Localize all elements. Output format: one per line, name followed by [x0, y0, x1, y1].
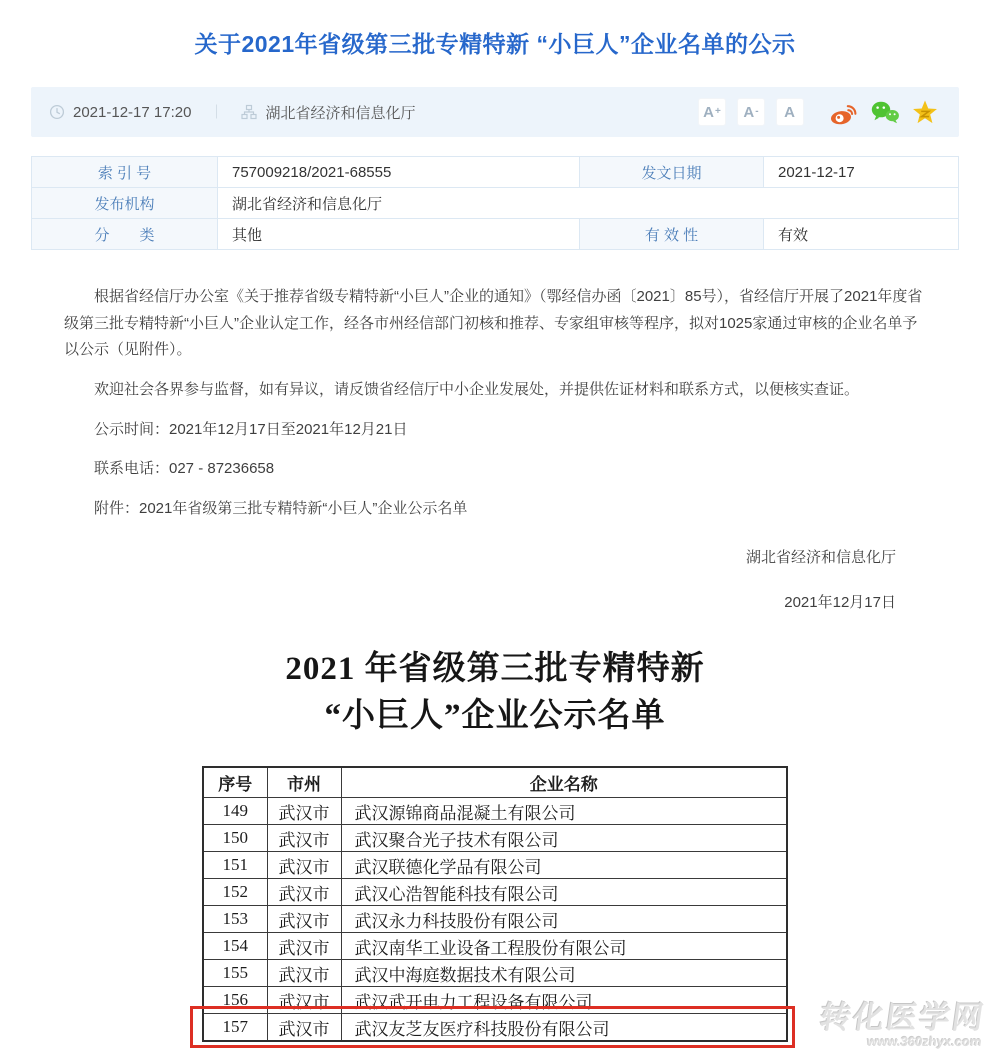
attachment-title-line1: 2021 年省级第三批专精特新	[285, 651, 705, 688]
row-seq: 157	[203, 1014, 267, 1041]
row-company: 武汉南华工业设备工程股份有限公司	[341, 933, 787, 960]
doc-info-row	[32, 157, 959, 188]
row-city: 武汉市	[267, 960, 341, 987]
row-seq: 156	[203, 987, 267, 1014]
doc-info-row	[32, 219, 959, 250]
category-value: 其他	[218, 219, 580, 250]
table-row	[203, 879, 787, 906]
row-city: 武汉市	[267, 1014, 341, 1041]
row-city: 武汉市	[267, 825, 341, 852]
row-city: 武汉市	[267, 906, 341, 933]
validity-value: 有效	[764, 219, 959, 250]
meta-left	[49, 102, 415, 123]
table-row	[203, 1014, 787, 1041]
doc-info-table	[31, 156, 959, 250]
font-reset-button[interactable]: A	[776, 98, 804, 126]
row-city: 武汉市	[267, 852, 341, 879]
row-company: 武汉联德化学品有限公司	[341, 852, 787, 879]
table-row	[203, 906, 787, 933]
row-seq: 155	[203, 960, 267, 987]
issue-date-label: 发文日期	[580, 157, 764, 188]
header-seq: 序号	[203, 767, 267, 798]
attachment-title-line2: “小巨人”企业公示名单	[324, 698, 666, 735]
publisher-value: 湖北省经济和信息化厅	[218, 188, 959, 219]
validity-label: 有 效 性	[580, 219, 764, 250]
enterprise-list-table	[202, 766, 788, 1042]
row-seq: 149	[203, 798, 267, 825]
row-seq: 153	[203, 906, 267, 933]
weibo-share-icon[interactable]	[829, 99, 859, 126]
wechat-share-icon[interactable]	[870, 99, 900, 126]
publisher-label: 发布机构	[32, 188, 218, 219]
table-row	[203, 825, 787, 852]
font-increase-button[interactable]: A +	[698, 98, 726, 126]
table-row	[203, 933, 787, 960]
row-company: 武汉永力科技股份有限公司	[341, 906, 787, 933]
doc-info-row	[32, 188, 959, 219]
signature-agency: 湖北省经济和信息化厅	[745, 548, 896, 566]
meta-bar	[31, 87, 959, 137]
paragraph-publicity-period: 公示时间：2021年12月17日至2021年12月21日	[94, 420, 408, 438]
watermark-url: www.360zhyx.com	[866, 1033, 983, 1049]
attachment-table-body	[203, 798, 787, 1041]
attachment-table-wrap	[202, 766, 788, 1042]
row-company: 武汉武开电力工程设备有限公司	[341, 987, 787, 1014]
row-city: 武汉市	[267, 987, 341, 1014]
row-seq: 152	[203, 879, 267, 906]
issue-date-value: 2021-12-17	[764, 157, 959, 188]
paragraph-attachment: 附件：2021年省级第三批专精特新“小巨人”企业公示名单	[94, 500, 468, 518]
attachment-image	[0, 646, 990, 1042]
publish-timestamp: 2021-12-17 17:20	[73, 103, 192, 121]
row-company: 武汉源锦商品混凝土有限公司	[341, 798, 787, 825]
index-value: 757009218/2021-68555	[218, 157, 580, 188]
row-seq: 151	[203, 852, 267, 879]
table-header-row	[203, 767, 787, 798]
row-city: 武汉市	[267, 933, 341, 960]
page-title: 关于2021年省级第三批专精特新 “小巨人”企业名单的公示	[194, 31, 796, 57]
index-label: 索 引 号	[32, 157, 218, 188]
paragraph-contact-phone: 联系电话：027 - 87236658	[94, 460, 275, 478]
row-company: 武汉友芝友医疗科技股份有限公司	[341, 1014, 787, 1041]
font-decrease-button[interactable]: A -	[737, 98, 765, 126]
header-company: 企业名称	[341, 767, 787, 798]
table-row	[203, 798, 787, 825]
paragraph-supervision: 欢迎社会各界参与监督，如有异议，请反馈省经信厅中小企业发展处，并提供佐证材料和联系方式，以便核实查证。	[94, 381, 860, 399]
row-seq: 154	[203, 933, 267, 960]
source-icon	[241, 104, 257, 120]
row-company: 武汉中海庭数据技术有限公司	[341, 960, 787, 987]
attachment-title	[0, 646, 990, 740]
row-company: 武汉聚合光子技术有限公司	[341, 825, 787, 852]
row-company: 武汉心浩智能科技有限公司	[341, 879, 787, 906]
watermark-text: 转化医学网	[817, 999, 988, 1035]
clock-icon	[49, 104, 65, 120]
table-row	[203, 987, 787, 1014]
publish-source: 湖北省经济和信息化厅	[265, 104, 416, 122]
meta-divider: ｜	[209, 104, 224, 120]
table-row	[203, 960, 787, 987]
header-city: 市州	[267, 767, 341, 798]
table-row	[203, 852, 787, 879]
category-label: 分 类	[32, 219, 218, 250]
signature-date: 2021年12月17日	[784, 593, 896, 611]
row-city: 武汉市	[267, 798, 341, 825]
meta-right	[698, 98, 939, 126]
row-city: 武汉市	[267, 879, 341, 906]
article-body	[64, 284, 926, 616]
paragraph-intro: 根据省经信厅办公室《关于推荐省级专精特新“小巨人”企业的通知》（鄂经信办函〔2021〕85号），省经信厅开展了2021年度省级第三批专精特新“小巨人”企业认定工作，经各市州经信部门初核和推荐、专家组审核等程序，拟对1025家通过审核的企业名单予以公示（见附件）。	[64, 288, 923, 359]
row-seq: 150	[203, 825, 267, 852]
qzone-share-icon[interactable]	[911, 99, 939, 126]
